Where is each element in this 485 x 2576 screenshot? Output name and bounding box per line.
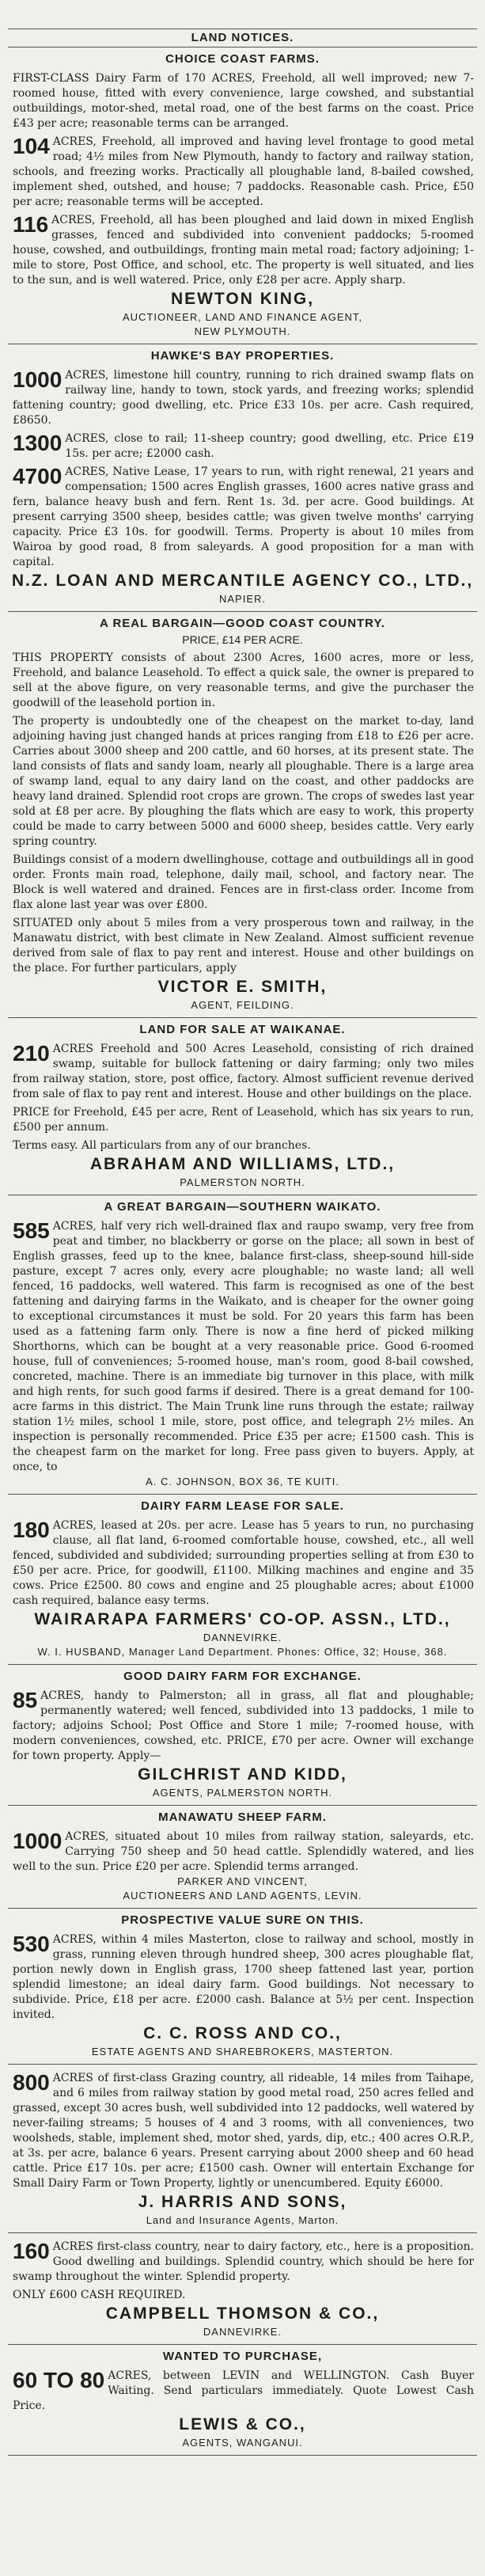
advert-text: ACRES, Freehold, all improved and having level frontage to good metal road; 4½ miles from New Plymouth, handy to factory and railway station, schools, and freezing works. Practically all ploughable land, 8-bailed cowshed, implement shed, outshed, and house; 7 paddocks. Reasonable cash. Price, £50 per acre; reasonable terms will be accepted. bbox=[13, 135, 474, 208]
advert-paragraph bbox=[3, 1518, 482, 1609]
agent-line: DANNEVIRKE. bbox=[203, 2326, 282, 2338]
advert-heading: PROSPECTIVE VALUE SURE ON THIS. bbox=[121, 1913, 364, 1927]
agent-name: C. C. ROSS AND CO., bbox=[143, 2024, 342, 2042]
advert-text: ACRES, situated about 10 miles from railway station, saleyards, etc. Carrying 750 sheep and 50 head cattle. Splendidly watered, and lies well to the sun. Price £20 per acre. Splendid terms arranged. bbox=[13, 1830, 474, 1873]
advert-text: ACRES, leased at 20s. per acre. Lease has 5 years to run, no purchasing clause, all flat land, 6-roomed comfortable house, cowshed, etc., all well fenced, subdivided and subdivided; surrounding properties selling at from £30 to £50 per acre. Price, for goodwill, £1100. Milking machines and engine and 35 cows. Price £2500. 80 cows and engine and 25 ploughable acres; about £1000 cash required, balance easy terms. bbox=[13, 1519, 474, 1607]
agent-name: GILCHRIST AND KIDD, bbox=[138, 1765, 347, 1784]
advert-paragraph bbox=[3, 1932, 482, 2023]
agent-place: NEW PLYMOUTH. bbox=[194, 325, 291, 337]
acreage-figure: 116 bbox=[13, 212, 49, 237]
advert-paragraph bbox=[3, 651, 482, 711]
acreage-figure: 1000 bbox=[13, 1829, 63, 1853]
acreage-figure: 800 bbox=[13, 2070, 50, 2095]
advert-paragraph bbox=[3, 853, 482, 913]
advert-paragraph bbox=[3, 1689, 482, 1764]
agent-name: NEWTON KING, bbox=[170, 290, 315, 308]
advert-paragraph bbox=[3, 465, 482, 570]
acreage-figure: 160 bbox=[13, 2239, 50, 2263]
section-title: LAND NOTICES. bbox=[191, 31, 294, 44]
advert-block bbox=[3, 1195, 482, 1494]
agent-line: AGENTS, PALMERSTON NORTH. bbox=[152, 1787, 333, 1799]
advert-paragraph bbox=[3, 213, 482, 288]
top-margin bbox=[3, 0, 482, 28]
advert-text: THIS PROPERTY consists of about 2300 Acres, 1600 acres, more or less, Freehold, and balance Leasehold. To effect a quick sale, the owner is prepared to sell at the above figure, on very reasonable terms, and give the purchaser the goodwill of the leasehold portion in. bbox=[13, 652, 474, 709]
agent-place: NAPIER. bbox=[218, 593, 266, 605]
advert-paragraph bbox=[3, 1042, 482, 1102]
acreage-figure: 210 bbox=[13, 1041, 50, 1066]
advert-text: ACRES, between LEVIN and WELLINGTON. Cash Buyer Waiting. Send particulars immediately. Quote Lowest Cash Price. bbox=[13, 2369, 474, 2412]
advert-paragraph bbox=[3, 71, 482, 131]
advert-list bbox=[3, 47, 482, 2456]
agent-name: WAIRARAPA FARMERS' CO-OP. ASSN., LTD., bbox=[34, 1610, 451, 1628]
advert-text: Buildings consist of a modern dwellinghouse, cottage and outbuildings all in good order. Fronts main road, telephone, daily mail, school, and factory near. The Block is well watered and drained. Fences are in first-class order. Income from flax alone last year was over £800. bbox=[13, 853, 474, 911]
advert-heading: HAWKE'S BAY PROPERTIES. bbox=[150, 349, 335, 363]
acreage-figure: 1300 bbox=[13, 431, 63, 455]
advert-text: ACRES, half very rich well-drained flax and raupo swamp, very free from peat and timber, no blackberry or gorse on the place; all sown in best of English grasses, feed up to the knee, balance first-class, sheep-sound hill-side pasture, except 7 acres only, every acre ploughable; no waste land; all well fenced, 16 paddocks, well watered. This farm is recognised as one of the best fattening and dairying farms in the Waikato, and is cheaper for the owner going to exceptional circumstances it must be sold. For 20 years this farm has been used as a fattening farm only. There is now a fine herd of picked milking Shorthorns, which can be bought at a very reasonable price. Good 6-roomed house, full of conveniences; 5-roomed house, man's room, good 8-bail cowshed, concreted, machine. There is an immediate big turnover in this place, with milk and high rents, for such good farms if desired. There is a great demand for 100-acre farms in this district. The Main Trunk line runs through the estate; railway station 1½ miles, school 1 mile, store, post office, and telegraph 2½ miles. An inspection is personally recommended. Price £35 per acre; £1500 cash. This is the cheapest farm on the market for long. Free pass given to buyers. Apply, at once, to bbox=[13, 1220, 474, 1473]
agent-name: LEWIS & CO., bbox=[179, 2415, 306, 2434]
advert-text: ACRES, Native Lease, 17 years to run, with right renewal, 21 years and compensation; 1500 acres English grasses, 1600 acres native grass and fern, balance heavy bush and fern. Rent 1s. 3d. per acre. Good buildings. At present carrying 3500 sheep, besides cattle; was given twelve months' carrying capacity. Price £3 10s. for goodwill. Terms. Property is about 10 miles from Wairoa by good road, 8 from saleyards. A good proposition for a man with capital. bbox=[13, 465, 474, 568]
advert-text: PRICE for Freehold, £45 per acre, Rent of Leasehold, which has six years to run, £500 per annum. bbox=[13, 1106, 474, 1134]
agent-name: CAMPBELL THOMSON & CO., bbox=[105, 2304, 380, 2323]
agent-line: AGENTS, WANGANUI. bbox=[182, 2437, 303, 2449]
advert-paragraph bbox=[3, 2240, 482, 2285]
agent-name: N.Z. LOAN AND MERCANTILE AGENCY CO., LTD., bbox=[11, 572, 474, 590]
acreage-figure: 60 TO 80 bbox=[13, 2368, 105, 2392]
advert-paragraph bbox=[3, 1138, 482, 1153]
advert-text: ACRES first-class country, near to dairy factory, etc., here is a proposition. Good dwelling and buildings. Splendid country, which should be here for swamp throughout the winter. Splendid property. bbox=[13, 2240, 474, 2283]
advert-block bbox=[3, 1909, 482, 2064]
advert-subheading: PRICE, £14 PER ACRE. bbox=[182, 633, 303, 646]
agent-place: PALMERSTON NORTH. bbox=[180, 1176, 305, 1188]
advert-paragraph bbox=[3, 1105, 482, 1135]
advert-text: ACRES, handy to Palmerston; all in grass, all flat and ploughable; permanently watered; well fenced, subdivided into 13 paddocks, 1 mile to factory; adjoins School; Post Office and Store 1 mile; 7-roomed house, with modern conveniences, cowshed, etc. PRICE, £70 per acre. Owner will exchange for town property. Apply— bbox=[13, 1689, 474, 1762]
advert-paragraph bbox=[3, 916, 482, 976]
advert-text: FIRST-CLASS Dairy Farm of 170 ACRES, Freehold, all well improved; new 7-roomed house, fitted with every convenience, large cowshed, and substantial outbuildings, motor-shed, metal road, one of the best farms on the coast. Price £43 per acre; reasonable terms can be arranged. bbox=[13, 72, 474, 130]
advert-block bbox=[3, 2345, 482, 2455]
acreage-figure: 4700 bbox=[13, 464, 63, 488]
advert-heading: GOOD DAIRY FARM FOR EXCHANGE. bbox=[123, 1670, 362, 1683]
advert-block bbox=[3, 1495, 482, 1664]
acreage-figure: 85 bbox=[13, 1688, 38, 1712]
advert-paragraph bbox=[3, 2288, 482, 2303]
acreage-figure: 180 bbox=[13, 1518, 50, 1542]
advert-block bbox=[3, 1665, 482, 1805]
agent-name: J. HARRIS AND SONS, bbox=[138, 2193, 347, 2211]
advert-text: ACRES of first-class Grazing country, all rideable, 14 miles from Taihape, and 6 miles from railway station by good metal road, 250 acres felled and grassed, except 30 acres bush, well subdivided into 12 paddocks, well watered by never-failing streams; 5 houses of 4 and 3 rooms, with all conveniences, two woolsheds, stable, implement shed, motor shed, yards, dip, etc.; 400 acres O.R.P., at 3s. per acre, balance 6 years. Present carrying about 2000 sheep and 60 head cattle. Price £17 10s. per acre; £1500 cash. Owner will entertain Exchange for Small Dairy Farm or Town Property, lightly or unencumbered. Equity £6000. bbox=[13, 2072, 474, 2190]
advert-text: The property is undoubtedly one of the cheapest on the market to-day, land adjoining having just changed hands at prices ranging from £18 to £26 per acre. Carries about 3000 sheep and 200 cattle, and 60 horses, at its present state. The land consists of flats and sandy loam, nearly all ploughable. There is a large area of swamp land, equal to any dairy land on the coast, and other paddocks are heavy land drained. Splendid root crops are grown. The crops of swedes last year sold at £8 per acre. By ploughing the flats which are easy to work, this property could be made to carry between 5000 and 6000 sheep, besides cattle. Very early spring country. bbox=[13, 715, 474, 848]
agent-line: AUCTIONEER, LAND AND FINANCE AGENT, bbox=[123, 311, 362, 323]
advert-paragraph bbox=[3, 135, 482, 210]
advert-heading: A GREAT BARGAIN—SOUTHERN WAIKATO. bbox=[104, 1200, 381, 1214]
advert-block bbox=[3, 1806, 482, 1908]
agent-place: W. I. HUSBAND, Manager Land Department. Phones: Office, 32; House, 368. bbox=[37, 1646, 448, 1658]
agent-line: AGENT, FEILDING. bbox=[191, 999, 294, 1011]
agent-line: PARKER AND VINCENT, bbox=[177, 1875, 308, 1887]
advert-text: SITUATED only about 5 miles from a very prosperous town and railway, in the Manawatu district, with best climate in New Zealand. Almost sufficient revenue derived from sale of flax to pay rent and interest. House and other buildings on the place. For further particulars, apply bbox=[13, 917, 474, 975]
advert-paragraph bbox=[3, 368, 482, 428]
acreage-figure: 530 bbox=[13, 1932, 50, 1956]
advert-heading: MANAWATU SHEEP FARM. bbox=[158, 1810, 327, 1824]
advert-text: ACRES, Freehold, all has been ploughed and laid down in mixed English grasses, fenced and subdivided into convenient paddocks; 5-roomed house, cowshed, and outbuildings, fronting main metal road; factory adjoining; 1-mile to store, Post Office, and school, etc. The property is well situated, and lies to the sun, and is well watered. Price, only £28 per acre. Apply sharp. bbox=[13, 214, 474, 287]
agent-name: ABRAHAM AND WILLIAMS, LTD., bbox=[89, 1155, 396, 1173]
agent-name: VICTOR E. SMITH, bbox=[157, 978, 328, 996]
advert-block bbox=[3, 47, 482, 344]
agent-line: A. C. JOHNSON, BOX 36, TE KUITI. bbox=[146, 1476, 339, 1487]
advert-text: ONLY £600 CASH REQUIRED. bbox=[13, 2289, 186, 2301]
advert-text: ACRES Freehold and 500 Acres Leasehold, consisting of rich drained swamp, suitable for bullock fattening or dairy farming; only two miles from railway station, store, post office, factory. Almost sufficient revenue derived from sale of flax to pay rent and interest. House and other buildings on the place. bbox=[13, 1043, 474, 1100]
advert-heading: CHOICE COAST FARMS. bbox=[165, 52, 320, 66]
advert-block bbox=[3, 344, 482, 611]
advert-heading: A REAL BARGAIN—GOOD COAST COUNTRY. bbox=[100, 617, 385, 630]
advert-block bbox=[3, 1018, 482, 1195]
advert-heading: WANTED TO PURCHASE, bbox=[162, 2350, 323, 2363]
agent-place: AUCTIONEERS AND LAND AGENTS, LEVIN. bbox=[123, 1890, 362, 1902]
divider bbox=[8, 2455, 477, 2456]
advert-paragraph bbox=[3, 1219, 482, 1475]
advert-text: ACRES, within 4 miles Masterton, close to railway and school, mostly in grass, running eleven through hundred sheep, 300 acres ploughable flat, portion newly down in English grass, 1700 sheep fattened last year, portion splendid limestone; an ideal dairy farm. Good buildings. Not necessary to subdivide. Price, £18 per acre. £2000 cash. Balance at 5½ per cent. Inspection invited. bbox=[13, 1933, 474, 2021]
agent-line: ESTATE AGENTS AND SHAREBROKERS, MASTERTON. bbox=[91, 2046, 394, 2057]
advert-paragraph bbox=[3, 1829, 482, 1875]
advert-block bbox=[3, 612, 482, 1017]
newspaper-column bbox=[3, 0, 482, 2576]
advert-text: Terms easy. All particulars from any of our branches. bbox=[13, 1139, 311, 1152]
acreage-figure: 104 bbox=[13, 134, 50, 158]
advert-block bbox=[3, 2233, 482, 2344]
advert-heading: DAIRY FARM LEASE FOR SALE. bbox=[141, 1499, 344, 1513]
advert-text: ACRES, close to rail; 11-sheep country; good dwelling, etc. Price £19 15s. per acre; £2000 cash. bbox=[65, 432, 474, 460]
advert-paragraph bbox=[3, 2071, 482, 2191]
acreage-figure: 1000 bbox=[13, 367, 63, 392]
advert-text: ACRES, limestone hill country, running to rich drained swamp flats on railway line, handy to town, stock yards, and freezing works; splendid fattening country; good dwelling, etc. Price £33 10s. per acre. Cash required, £8650. bbox=[13, 369, 474, 427]
agent-line: DANNEVIRKE. bbox=[203, 1632, 282, 1643]
advert-paragraph bbox=[3, 714, 482, 849]
advert-block bbox=[3, 2065, 482, 2232]
agent-line: Land and Insurance Agents, Marton. bbox=[146, 2214, 339, 2226]
acreage-figure: 585 bbox=[13, 1218, 50, 1243]
advert-paragraph bbox=[3, 431, 482, 462]
advert-heading: LAND FOR SALE AT WAIKANAE. bbox=[139, 1023, 346, 1036]
advert-paragraph bbox=[3, 2369, 482, 2414]
